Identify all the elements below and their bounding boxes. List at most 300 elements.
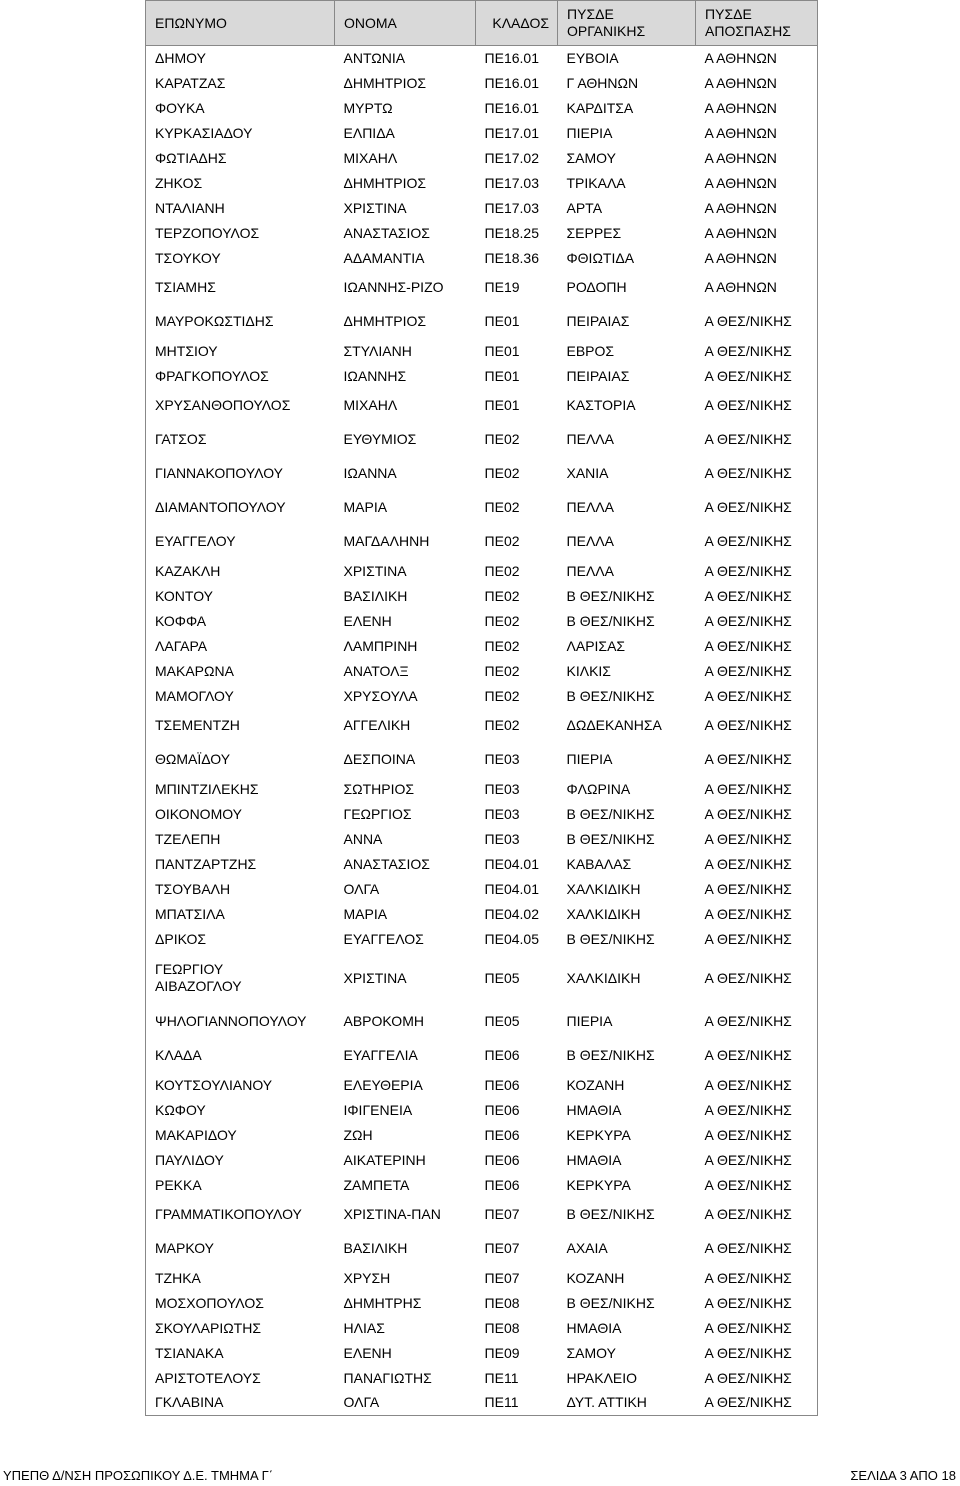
cell-firstname: ΧΡΙΣΤΙΝΑ	[343, 969, 407, 986]
cell-surname: ΡΕΚΚΑ	[146, 1173, 335, 1198]
cell-secondment-district: Α ΘΕΣ/ΝΙΚΗΣ	[696, 1316, 818, 1341]
cell-secondment-district: Α ΘΕΣ/ΝΙΚΗΣ	[696, 777, 818, 802]
table-row	[146, 121, 818, 146]
cell-secondment-district: Α ΘΕΣ/ΝΙΚΗΣ	[696, 952, 818, 1005]
cell-firstname: ΑΝΝΑ	[343, 830, 383, 847]
cell-specialty: ΠΕ18.25	[484, 224, 539, 241]
cell-secondment-district: Α ΑΘΗΝΩΝ	[696, 146, 818, 171]
cell-specialty: ΠΕ08	[484, 1294, 520, 1311]
cell-surname: ΔΗΜΟΥ	[146, 46, 335, 71]
header-surname: ΕΠΩΝΥΜΟ	[146, 1, 335, 46]
cell-firstname: ΜΑΓΔΑΛΗΝΗ	[343, 533, 430, 549]
table-row	[146, 609, 818, 634]
cell-firstname: ΒΑΣΙΛΙΚΗ	[343, 1240, 408, 1256]
cell-firstname: ΔΗΜΗΤΡΗΣ	[343, 1294, 422, 1311]
cell-specialty: ΠΕ01	[484, 313, 520, 329]
table-row	[146, 1039, 818, 1073]
cell-secondment-district: Α ΘΕΣ/ΝΙΚΗΣ	[696, 423, 818, 457]
cell-secondment-district: Α ΑΘΗΝΩΝ	[696, 71, 818, 96]
table-row	[146, 46, 818, 71]
table-row	[146, 457, 818, 491]
cell-secondment-district: Α ΘΕΣ/ΝΙΚΗΣ	[696, 339, 818, 364]
cell-secondment-district: Α ΑΘΗΝΩΝ	[696, 96, 818, 121]
cell-firstname: ΑΒΡΟΚΟΜΗ	[343, 1013, 424, 1029]
table-header-row	[146, 1, 818, 46]
cell-surname: ΠΑΥΛΙΔΟΥ	[146, 1148, 335, 1173]
cell-organic-district: ΔΥΤ. ΑΤΤΙΚΗ	[566, 1394, 647, 1411]
table-row	[146, 96, 818, 121]
cell-specialty: ΠΕ01	[484, 342, 520, 359]
cell-firstname: ΟΛΓΑ	[343, 880, 380, 897]
cell-surname: ΠΑΝΤΖΑΡΤΖΗΣ	[146, 852, 335, 877]
cell-secondment-district: Α ΘΕΣ/ΝΙΚΗΣ	[696, 609, 818, 634]
cell-secondment-district: Α ΘΕΣ/ΝΙΚΗΣ	[696, 1341, 818, 1366]
cell-secondment-district: Α ΘΕΣ/ΝΙΚΗΣ	[696, 457, 818, 491]
table-row	[146, 659, 818, 684]
header-secondment-district: ΠΥΣΔΕ ΑΠΟΣΠΑΣΗΣ	[696, 1, 818, 46]
cell-organic-district: ΕΥΒΟΙΑ	[566, 49, 619, 66]
cell-organic-district: ΕΒΡΟΣ	[566, 342, 615, 359]
cell-organic-district: ΔΩΔΕΚΑΝΗΣΑ	[566, 717, 662, 733]
cell-organic-district: ΠΕΛΛΑ	[566, 431, 614, 447]
cell-secondment-district: Α ΘΕΣ/ΝΙΚΗΣ	[696, 927, 818, 952]
cell-organic-district: ΠΙΕΡΙΑ	[566, 1013, 613, 1029]
table-row	[146, 423, 818, 457]
cell-organic-district: ΚΕΡΚΥΡΑ	[566, 1176, 631, 1193]
cell-organic-district: Β ΘΕΣ/ΝΙΚΗΣ	[566, 1047, 655, 1063]
cell-specialty: ΠΕ06	[484, 1101, 520, 1118]
cell-firstname: ΖΩΗ	[343, 1126, 373, 1143]
cell-surname: ΘΩΜΑΪΔΟΥ	[146, 743, 335, 777]
table-row	[146, 927, 818, 952]
teacher-assignment-table	[145, 0, 818, 1416]
cell-specialty: ΠΕ04.05	[484, 930, 539, 947]
cell-organic-district: ΛΑΡΙΣΑΣ	[566, 637, 626, 654]
cell-specialty: ΠΕ07	[484, 1240, 520, 1256]
table-row	[146, 1316, 818, 1341]
cell-surname: ΧΡΥΣΑΝΘΟΠΟΥΛΟΣ	[146, 389, 335, 423]
cell-organic-district: Γ ΑΘΗΝΩΝ	[566, 74, 639, 91]
cell-specialty: ΠΕ07	[484, 1269, 520, 1286]
cell-specialty: ΠΕ19	[484, 279, 520, 295]
table-row	[146, 877, 818, 902]
cell-secondment-district: Α ΘΕΣ/ΝΙΚΗΣ	[696, 827, 818, 852]
cell-firstname: ΔΕΣΠΟΙΝΑ	[343, 751, 416, 767]
cell-specialty: ΠΕ16.01	[484, 99, 539, 116]
table-row	[146, 1266, 818, 1291]
cell-surname: ΑΡΙΣΤΟΤΕΛΟΥΣ	[146, 1366, 335, 1391]
cell-surname: ΣΚΟΥΛΑΡΙΩΤΗΣ	[146, 1316, 335, 1341]
cell-secondment-district: Α ΑΘΗΝΩΝ	[696, 171, 818, 196]
cell-firstname: ΟΛΓΑ	[343, 1394, 380, 1411]
cell-secondment-district: Α ΘΕΣ/ΝΙΚΗΣ	[696, 1173, 818, 1198]
cell-organic-district: Β ΘΕΣ/ΝΙΚΗΣ	[566, 805, 655, 822]
cell-organic-district: ΚΑΡΔΙΤΣΑ	[566, 99, 634, 116]
cell-secondment-district: Α ΘΕΣ/ΝΙΚΗΣ	[696, 1098, 818, 1123]
cell-specialty: ΠΕ06	[484, 1126, 520, 1143]
cell-organic-district: ΧΑΛΚΙΔΙΚΗ	[566, 969, 641, 986]
cell-organic-district: Β ΘΕΣ/ΝΙΚΗΣ	[566, 1294, 655, 1311]
cell-firstname: ΛΑΜΠΡΙΝΗ	[343, 637, 418, 654]
cell-firstname: ΕΛΕΝΗ	[343, 612, 392, 629]
table-row	[146, 364, 818, 389]
cell-organic-district: ΠΙΕΡΙΑ	[566, 751, 613, 767]
cell-secondment-district: Α ΘΕΣ/ΝΙΚΗΣ	[696, 1232, 818, 1266]
cell-surname: ΓΑΤΣΟΣ	[146, 423, 335, 457]
cell-surname: ΜΑΚΑΡΙΔΟΥ	[146, 1123, 335, 1148]
cell-surname: ΚΑΖΑΚΛΗ	[146, 559, 335, 584]
table-row	[146, 852, 818, 877]
cell-surname: ΤΣΕΜΕΝΤΖΗ	[146, 709, 335, 743]
cell-organic-district: ΡΟΔΟΠΗ	[566, 279, 627, 295]
cell-surname: ΜΑΚΑΡΩΝΑ	[146, 659, 335, 684]
cell-surname: ΦΡΑΓΚΟΠΟΥΛΟΣ	[146, 364, 335, 389]
cell-specialty: ΠΕ01	[484, 397, 520, 413]
cell-organic-district: ΦΘΙΩΤΙΔΑ	[566, 249, 635, 266]
table-row	[146, 1123, 818, 1148]
table-row	[146, 389, 818, 423]
cell-firstname: ΜΙΧΑΗΛ	[343, 149, 398, 166]
table-row	[146, 584, 818, 609]
cell-surname: ΤΣΟΥΒΑΛΗ	[146, 877, 335, 902]
cell-specialty: ΠΕ02	[484, 562, 520, 579]
cell-organic-district: ΧΑΛΚΙΔΙΚΗ	[566, 905, 641, 922]
cell-firstname: ΔΗΜΗΤΡΙΟΣ	[343, 313, 427, 329]
cell-firstname: ΕΛΕΝΗ	[343, 1344, 392, 1361]
cell-specialty: ΠΕ05	[484, 969, 520, 986]
cell-firstname: ΑΓΓΕΛΙΚΗ	[343, 717, 411, 733]
cell-firstname: ΙΩΑΝΝΗΣ	[343, 367, 407, 384]
header-firstname: ΟΝΟΜΑ	[335, 1, 476, 46]
cell-specialty: ΠΕ02	[484, 687, 520, 704]
cell-organic-district: ΗΡΑΚΛΕΙΟ	[566, 1369, 638, 1386]
cell-organic-district: ΦΛΩΡΙΝΑ	[566, 780, 631, 797]
cell-surname: ΜΟΣΧΟΠΟΥΛΟΣ	[146, 1291, 335, 1316]
cell-secondment-district: Α ΘΕΣ/ΝΙΚΗΣ	[696, 389, 818, 423]
cell-specialty: ΠΕ04.01	[484, 880, 539, 897]
cell-secondment-district: Α ΘΕΣ/ΝΙΚΗΣ	[696, 525, 818, 559]
cell-specialty: ΠΕ11	[484, 1394, 519, 1411]
cell-specialty: ΠΕ08	[484, 1319, 520, 1336]
cell-firstname: ΓΕΩΡΓΙΟΣ	[343, 805, 412, 822]
cell-firstname: ΗΛΙΑΣ	[343, 1319, 385, 1336]
table-row	[146, 1173, 818, 1198]
cell-firstname: ΑΝΑΣΤΑΣΙΟΣ	[343, 855, 430, 872]
table-row	[146, 339, 818, 364]
table-row	[146, 777, 818, 802]
cell-firstname: ΧΡΙΣΤΙΝΑ-ΠΑΝ	[343, 1206, 441, 1222]
cell-firstname: ΑΝΑΤΟΛΞ	[343, 662, 409, 679]
cell-specialty: ΠΕ04.01	[484, 855, 539, 872]
cell-firstname: ΜΑΡΙΑ	[343, 905, 388, 922]
cell-surname: ΦΩΤΙΑΔΗΣ	[146, 146, 335, 171]
table-row	[146, 1148, 818, 1173]
cell-specialty: ΠΕ17.01	[484, 124, 539, 141]
cell-surname: ΓΙΑΝΝΑΚΟΠΟΥΛΟΥ	[146, 457, 335, 491]
cell-surname: ΜΑΡΚΟΥ	[146, 1232, 335, 1266]
cell-surname: ΜΑΜΟΓΛΟΥ	[146, 684, 335, 709]
cell-specialty: ΠΕ04.02	[484, 905, 539, 922]
cell-organic-district: ΠΕΛΛΑ	[566, 562, 614, 579]
cell-secondment-district: Α ΘΕΣ/ΝΙΚΗΣ	[696, 1039, 818, 1073]
cell-specialty: ΠΕ17.03	[484, 199, 539, 216]
cell-surname: ΛΑΓΑΡΑ	[146, 634, 335, 659]
cell-specialty: ΠΕ02	[484, 612, 520, 629]
cell-secondment-district: Α ΘΕΣ/ΝΙΚΗΣ	[696, 902, 818, 927]
cell-organic-district: ΠΕΛΛΑ	[566, 533, 614, 549]
cell-specialty: ΠΕ03	[484, 830, 520, 847]
cell-firstname: ΜΑΡΙΑ	[343, 499, 388, 515]
cell-specialty: ΠΕ06	[484, 1047, 520, 1063]
table-body	[146, 46, 818, 1416]
table-row	[146, 1073, 818, 1098]
cell-secondment-district: Α ΑΘΗΝΩΝ	[696, 271, 818, 305]
table-row	[146, 305, 818, 339]
cell-specialty: ΠΕ02	[484, 499, 520, 515]
cell-specialty: ΠΕ17.02	[484, 149, 539, 166]
table-row	[146, 525, 818, 559]
cell-surname: ΚΟΥΤΣΟΥΛΙΑΝΟΥ	[146, 1073, 335, 1098]
cell-specialty: ΠΕ07	[484, 1206, 520, 1222]
cell-surname: ΤΣΙΑΝΑΚΑ	[146, 1341, 335, 1366]
cell-secondment-district: Α ΘΕΣ/ΝΙΚΗΣ	[696, 1198, 818, 1232]
cell-secondment-district: Α ΘΕΣ/ΝΙΚΗΣ	[696, 709, 818, 743]
cell-firstname: ΔΗΜΗΤΡΙΟΣ	[343, 174, 427, 191]
cell-surname: ΤΣΟΥΚΟΥ	[146, 246, 335, 271]
table-row	[146, 952, 818, 1005]
cell-organic-district: ΠΕΙΡΑΙΑΣ	[566, 313, 630, 329]
table-row	[146, 271, 818, 305]
cell-secondment-district: Α ΑΘΗΝΩΝ	[696, 196, 818, 221]
cell-secondment-district: Α ΑΘΗΝΩΝ	[696, 221, 818, 246]
cell-firstname: ΑΙΚΑΤΕΡΙΝΗ	[343, 1151, 426, 1168]
cell-surname: ΟΙΚΟΝΟΜΟΥ	[146, 802, 335, 827]
cell-organic-district: ΑΡΤΑ	[566, 199, 603, 216]
table-row	[146, 196, 818, 221]
cell-surname: ΨΗΛΟΓΙΑΝΝΟΠΟΥΛΟΥ	[146, 1005, 335, 1039]
table-row	[146, 491, 818, 525]
cell-firstname: ΣΩΤΗΡΙΟΣ	[343, 780, 415, 797]
table-row	[146, 1366, 818, 1391]
cell-surname: ΓΕΩΡΓΙΟΥ ΑΙΒΑΖΟΓΛΟΥ	[146, 952, 335, 1005]
cell-firstname: ΖΑΜΠΕΤΑ	[343, 1176, 410, 1193]
cell-firstname: ΜΥΡΤΩ	[343, 99, 393, 116]
cell-organic-district: ΤΡΙΚΑΛΑ	[566, 174, 626, 191]
cell-specialty: ΠΕ02	[484, 637, 520, 654]
cell-surname: ΔΡΙΚΟΣ	[146, 927, 335, 952]
cell-surname: ΓΡΑΜΜΑΤΙΚΟΠΟΥΛΟΥ	[146, 1198, 335, 1232]
cell-specialty: ΠΕ11	[484, 1369, 519, 1386]
cell-organic-district: ΧΑΝΙΑ	[566, 465, 609, 481]
cell-firstname: ΑΝΑΣΤΑΣΙΟΣ	[343, 224, 430, 241]
cell-firstname: ΕΛΠΙΔΑ	[343, 124, 395, 141]
table-row	[146, 902, 818, 927]
cell-organic-district: ΗΜΑΘΙΑ	[566, 1101, 622, 1118]
cell-organic-district: ΑΧΑΙΑ	[566, 1240, 608, 1256]
cell-specialty: ΠΕ09	[484, 1344, 520, 1361]
cell-organic-district: ΠΙΕΡΙΑ	[566, 124, 613, 141]
table-row	[146, 743, 818, 777]
cell-secondment-district: Α ΘΕΣ/ΝΙΚΗΣ	[696, 1266, 818, 1291]
table-row	[146, 1198, 818, 1232]
cell-specialty: ΠΕ03	[484, 751, 520, 767]
cell-firstname: ΙΦΙΓΕΝΕΙΑ	[343, 1101, 413, 1118]
table-row	[146, 246, 818, 271]
cell-specialty: ΠΕ06	[484, 1076, 520, 1093]
table-row	[146, 684, 818, 709]
cell-surname: ΜΗΤΣΙΟΥ	[146, 339, 335, 364]
table-row	[146, 827, 818, 852]
cell-surname: ΚΥΡΚΑΣΙΑΔΟΥ	[146, 121, 335, 146]
cell-surname: ΜΠΙΝΤΖΙΛΕΚΗΣ	[146, 777, 335, 802]
cell-secondment-district: Α ΘΕΣ/ΝΙΚΗΣ	[696, 1073, 818, 1098]
cell-firstname: ΧΡΥΣΗ	[343, 1269, 391, 1286]
cell-secondment-district: Α ΘΕΣ/ΝΙΚΗΣ	[696, 1148, 818, 1173]
cell-secondment-district: Α ΘΕΣ/ΝΙΚΗΣ	[696, 852, 818, 877]
cell-surname: ΜΠΑΤΣΙΛΑ	[146, 902, 335, 927]
cell-secondment-district: Α ΘΕΣ/ΝΙΚΗΣ	[696, 1291, 818, 1316]
table-row	[146, 146, 818, 171]
cell-specialty: ΠΕ05	[484, 1013, 520, 1029]
cell-secondment-district: Α ΘΕΣ/ΝΙΚΗΣ	[696, 1123, 818, 1148]
cell-surname: ΚΟΦΦΑ	[146, 609, 335, 634]
cell-organic-district: ΠΕΛΛΑ	[566, 499, 614, 515]
header-specialty: ΚΛΑΔΟΣ	[476, 1, 558, 46]
cell-organic-district: Β ΘΕΣ/ΝΙΚΗΣ	[566, 587, 655, 604]
cell-surname: ΚΑΡΑΤΖΑΣ	[146, 71, 335, 96]
table-row	[146, 1005, 818, 1039]
cell-organic-district: ΧΑΛΚΙΔΙΚΗ	[566, 880, 641, 897]
cell-secondment-district: Α ΘΕΣ/ΝΙΚΗΣ	[696, 802, 818, 827]
cell-surname: ΤΣΙΑΜΗΣ	[146, 271, 335, 305]
cell-secondment-district: Α ΘΕΣ/ΝΙΚΗΣ	[696, 1005, 818, 1039]
cell-surname: ΤΖΗΚΑ	[146, 1266, 335, 1291]
cell-surname: ΕΥΑΓΓΕΛΟΥ	[146, 525, 335, 559]
cell-specialty: ΠΕ02	[484, 533, 520, 549]
cell-specialty: ΠΕ02	[484, 717, 520, 733]
cell-firstname: ΕΛΕΥΘΕΡΙΑ	[343, 1076, 423, 1093]
cell-secondment-district: Α ΘΕΣ/ΝΙΚΗΣ	[696, 684, 818, 709]
cell-specialty: ΠΕ16.01	[484, 74, 539, 91]
cell-specialty: ΠΕ06	[484, 1151, 520, 1168]
cell-surname: ΝΤΑΛΙΑΝΗ	[146, 196, 335, 221]
cell-firstname: ΜΙΧΑΗΛ	[343, 397, 398, 413]
table-row	[146, 709, 818, 743]
cell-surname: ΜΑΥΡΟΚΩΣΤΙΔΗΣ	[146, 305, 335, 339]
cell-specialty: ΠΕ02	[484, 662, 520, 679]
cell-secondment-district: Α ΘΕΣ/ΝΙΚΗΣ	[696, 743, 818, 777]
cell-organic-district: ΠΕΙΡΑΙΑΣ	[566, 367, 630, 384]
cell-specialty: ΠΕ02	[484, 465, 520, 481]
table-row	[146, 1391, 818, 1416]
cell-firstname: ΣΤΥΛΙΑΝΗ	[343, 342, 412, 359]
cell-surname: ΤΕΡΖΟΠΟΥΛΟΣ	[146, 221, 335, 246]
cell-firstname: ΑΔΑΜΑΝΤΙΑ	[343, 249, 425, 266]
cell-specialty: ΠΕ17.03	[484, 174, 539, 191]
cell-surname: ΦΟΥΚΑ	[146, 96, 335, 121]
cell-specialty: ΠΕ02	[484, 431, 520, 447]
cell-secondment-district: Α ΑΘΗΝΩΝ	[696, 46, 818, 71]
cell-organic-district: ΣΕΡΡΕΣ	[566, 224, 622, 241]
table-row	[146, 802, 818, 827]
table-row	[146, 1291, 818, 1316]
cell-firstname: ΙΩΑΝΝΑ	[343, 465, 397, 481]
cell-organic-district: ΚΟΖΑΝΗ	[566, 1076, 625, 1093]
cell-firstname: ΧΡΙΣΤΙΝΑ	[343, 562, 407, 579]
cell-surname: ΚΩΦΟΥ	[146, 1098, 335, 1123]
cell-specialty: ΠΕ16.01	[484, 49, 539, 66]
footer-page-number: ΣΕΛΙΔΑ 3 ΑΠΟ 18	[850, 1468, 956, 1483]
cell-secondment-district: Α ΘΕΣ/ΝΙΚΗΣ	[696, 305, 818, 339]
cell-firstname: ΑΝΤΩΝΙΑ	[343, 49, 406, 66]
cell-organic-district: ΚΑΣΤΟΡΙΑ	[566, 397, 636, 413]
table-row	[146, 559, 818, 584]
cell-surname: ΚΛΑΔΑ	[146, 1039, 335, 1073]
table-row	[146, 634, 818, 659]
cell-organic-district: Β ΘΕΣ/ΝΙΚΗΣ	[566, 830, 655, 847]
cell-secondment-district: Α ΘΕΣ/ΝΙΚΗΣ	[696, 559, 818, 584]
cell-organic-district: ΚΕΡΚΥΡΑ	[566, 1126, 631, 1143]
cell-organic-district: Β ΘΕΣ/ΝΙΚΗΣ	[566, 612, 655, 629]
cell-specialty: ΠΕ02	[484, 587, 520, 604]
cell-firstname: ΙΩΑΝΝΗΣ-ΡΙΖΟ	[343, 279, 444, 295]
cell-organic-district: ΗΜΑΘΙΑ	[566, 1151, 622, 1168]
cell-specialty: ΠΕ03	[484, 780, 520, 797]
table-row	[146, 1341, 818, 1366]
cell-specialty: ΠΕ18.36	[484, 249, 539, 266]
cell-organic-district: ΗΜΑΘΙΑ	[566, 1319, 622, 1336]
footer-department: ΥΠΕΠΘ Δ/ΝΣΗ ΠΡΟΣΩΠΙΚΟΥ Δ.Ε. ΤΜΗΜΑ Γ΄	[3, 1468, 274, 1483]
cell-secondment-district: Α ΘΕΣ/ΝΙΚΗΣ	[696, 1391, 818, 1416]
cell-organic-district: Β ΘΕΣ/ΝΙΚΗΣ	[566, 930, 655, 947]
cell-secondment-district: Α ΘΕΣ/ΝΙΚΗΣ	[696, 877, 818, 902]
cell-firstname: ΕΥΑΓΓΕΛΟΣ	[343, 930, 424, 947]
cell-surname: ΓΚΛΑΒΙΝΑ	[146, 1391, 335, 1416]
cell-specialty: ΠΕ06	[484, 1176, 520, 1193]
cell-secondment-district: Α ΘΕΣ/ΝΙΚΗΣ	[696, 1366, 818, 1391]
cell-firstname: ΒΑΣΙΛΙΚΗ	[343, 587, 408, 604]
table-row	[146, 71, 818, 96]
cell-secondment-district: Α ΘΕΣ/ΝΙΚΗΣ	[696, 491, 818, 525]
cell-organic-district: ΚΙΛΚΙΣ	[566, 662, 611, 679]
cell-organic-district: ΚΟΖΑΝΗ	[566, 1269, 625, 1286]
table-row	[146, 171, 818, 196]
cell-organic-district: ΚΑΒΑΛΑΣ	[566, 855, 632, 872]
cell-specialty: ΠΕ01	[484, 367, 520, 384]
cell-surname: ΚΟΝΤΟΥ	[146, 584, 335, 609]
cell-organic-district: ΣΑΜΟΥ	[566, 149, 616, 166]
cell-firstname: ΕΥΑΓΓΕΛΙΑ	[343, 1047, 418, 1063]
cell-surname: ΔΙΑΜΑΝΤΟΠΟΥΛΟΥ	[146, 491, 335, 525]
cell-secondment-district: Α ΑΘΗΝΩΝ	[696, 121, 818, 146]
table-row	[146, 221, 818, 246]
cell-organic-district: ΣΑΜΟΥ	[566, 1344, 616, 1361]
cell-surname: ΤΖΕΛΕΠΗ	[146, 827, 335, 852]
table-row	[146, 1098, 818, 1123]
cell-secondment-district: Α ΘΕΣ/ΝΙΚΗΣ	[696, 634, 818, 659]
table-row	[146, 1232, 818, 1266]
header-organic-district: ΠΥΣΔΕ ΟΡΓΑΝΙΚΗΣ	[558, 1, 696, 46]
cell-organic-district: Β ΘΕΣ/ΝΙΚΗΣ	[566, 1206, 655, 1222]
cell-secondment-district: Α ΘΕΣ/ΝΙΚΗΣ	[696, 659, 818, 684]
cell-firstname: ΔΗΜΗΤΡΙΟΣ	[343, 74, 427, 91]
cell-firstname: ΧΡΙΣΤΙΝΑ	[343, 199, 407, 216]
cell-secondment-district: Α ΘΕΣ/ΝΙΚΗΣ	[696, 364, 818, 389]
cell-specialty: ΠΕ03	[484, 805, 520, 822]
cell-firstname: ΠΑΝΑΓΙΩΤΗΣ	[343, 1369, 432, 1386]
cell-secondment-district: Α ΘΕΣ/ΝΙΚΗΣ	[696, 584, 818, 609]
cell-organic-district: Β ΘΕΣ/ΝΙΚΗΣ	[566, 687, 655, 704]
